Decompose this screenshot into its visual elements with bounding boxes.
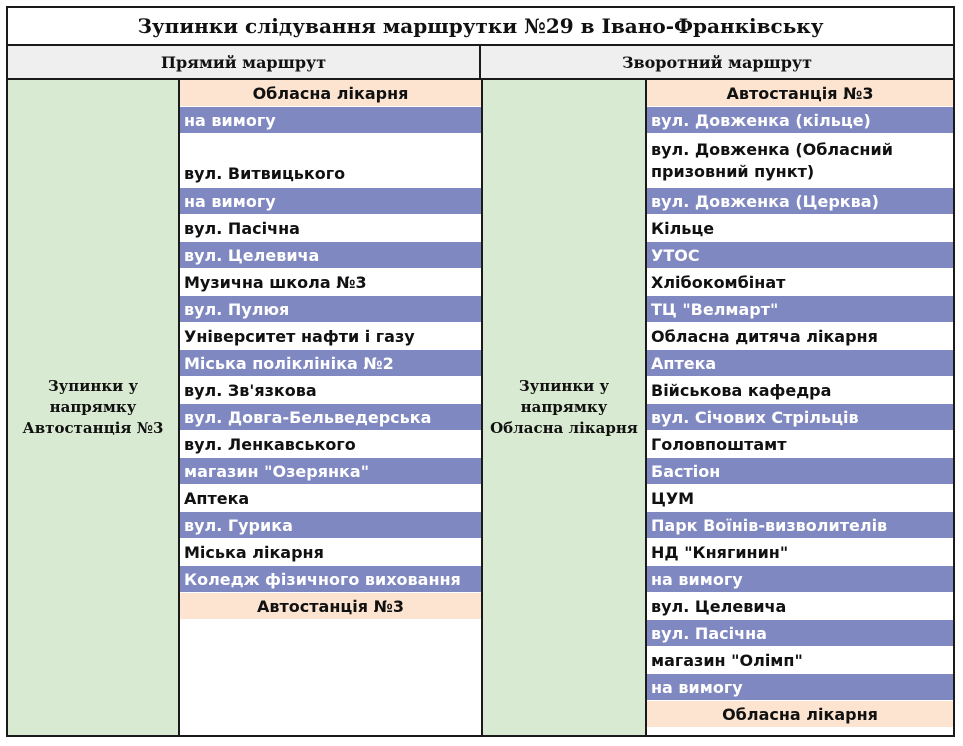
stop-row: вул. Целевича [647,593,953,620]
stop-row: УТОС [647,242,953,269]
forward-route-header: Прямий маршрут [8,46,481,80]
reverse-stops-list [647,80,953,728]
stop-row: вул. Витвицького [180,134,481,188]
stop-row: Коледж фізичного виховання [180,566,481,593]
stop-row: вул. Целевича [180,242,481,269]
stop-row: вул. Довженка (Обласний призовний пункт) [647,134,953,188]
reverse-route-header: Зворотний маршрут [481,46,953,80]
page-title: Зупинки слідування маршрутки №29 в Івано-Франківську [8,8,953,46]
terminal-stop: Обласна лікарня [180,80,481,107]
stop-row: НД "Княгинин" [647,539,953,566]
reverse-direction-label: Зупинки у напрямку Обласна лікарня [481,80,647,735]
stop-row: ТЦ "Велмарт" [647,296,953,323]
stop-row: вул. Січових Стрільців [647,404,953,431]
stop-row: на вимогу [647,674,953,701]
stop-row: Аптека [180,485,481,512]
stop-row: ЦУМ [647,485,953,512]
stop-row: Хлібокомбінат [647,269,953,296]
terminal-stop: Автостанція №3 [647,80,953,107]
stop-row: Міська поліклініка №2 [180,350,481,377]
stop-row: Музична школа №3 [180,269,481,296]
stop-row: на вимогу [180,188,481,215]
stop-row: вул. Довга-Бельведерська [180,404,481,431]
stop-row: Університет нафти і газу [180,323,481,350]
stop-row: вул. Пасічна [647,620,953,647]
stop-row: вул. Пасічна [180,215,481,242]
forward-stops-list [180,80,481,620]
terminal-stop: Обласна лікарня [647,701,953,728]
stop-row: вул. Гурика [180,512,481,539]
stop-row: Кільце [647,215,953,242]
stop-row: магазин "Озерянка" [180,458,481,485]
stop-row: на вимогу [647,566,953,593]
forward-direction-label: Зупинки у напрямку Автостанція №3 [8,80,180,735]
stop-row: на вимогу [180,107,481,134]
stop-row: Бастіон [647,458,953,485]
stop-row: вул. Ленкавського [180,431,481,458]
stop-row: магазин "Олімп" [647,647,953,674]
stop-row: вул. Довженка (Церква) [647,188,953,215]
route-table [6,6,955,737]
stop-row: Обласна дитяча лікарня [647,323,953,350]
stop-row: Міська лікарня [180,539,481,566]
stop-row: Парк Воїнів-визволителів [647,512,953,539]
stop-row: вул. Довженка (кільце) [647,107,953,134]
terminal-stop: Автостанція №3 [180,593,481,620]
stop-row: Аптека [647,350,953,377]
stop-row: вул. Зв'язкова [180,377,481,404]
stop-row: Головпоштамт [647,431,953,458]
stop-row: Військова кафедра [647,377,953,404]
stop-row: вул. Пулюя [180,296,481,323]
